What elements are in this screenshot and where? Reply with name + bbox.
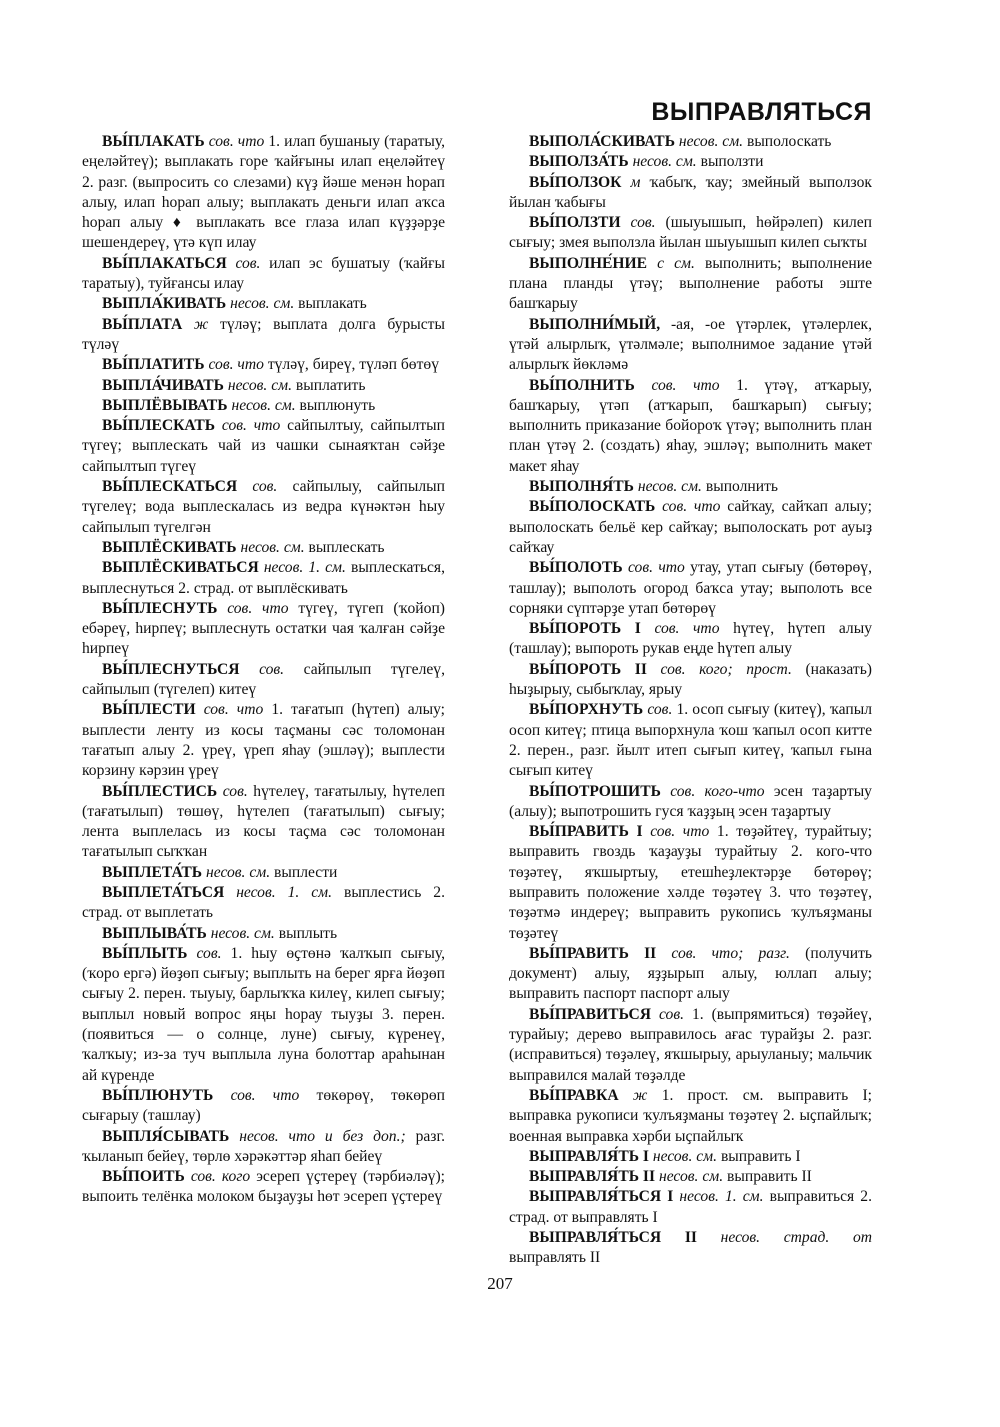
grammar-label: сов. что	[650, 823, 710, 841]
headword: ВЫПЛЫВА́ТЬ	[102, 924, 207, 942]
grammar-label: несов. см.	[632, 153, 697, 171]
grammar-label: сов. что	[628, 559, 685, 577]
headword: ВЫ́ПЛЕСНУТЬСЯ	[102, 660, 240, 678]
definition-text: выправить II	[727, 1168, 812, 1186]
dictionary-entry	[82, 477, 445, 538]
definition-text: 1. прост. см. выправить I; выправка рукописи ҡулъяҙманы төҙәтеү 2. ыҫпайлыҡ; военная выправка хәрби ыҫпайлыҡ	[509, 1086, 873, 1145]
headword: ВЫПРАВЛЯ́ТЬ I	[529, 1147, 649, 1165]
headword: ВЫПЛА́ЧИВАТЬ	[102, 376, 224, 394]
dictionary-entry	[82, 883, 445, 924]
definition-text: эсереп үҫтереү (тәрбиәләү); выпоить телёнка молоком быҙауҙы һөт эсереп үҫтереү	[82, 1168, 445, 1206]
grammar-label: сов.	[658, 1005, 684, 1023]
headword: ВЫ́ПЛЕСТИ	[102, 701, 196, 719]
definition-text: выплестись 2. страд. от выплетать	[82, 883, 445, 922]
grammar-label: несов. см.	[658, 1168, 724, 1186]
headword: ВЫ́ПОЛНИТЬ	[529, 376, 635, 394]
definition-text: выполнить	[705, 478, 779, 496]
dictionary-entry	[82, 416, 445, 477]
headword: ВЫ́ПОЛЗТИ	[529, 214, 621, 232]
definition-text: 1. илап бушаныу (таратыу, еңеләйтеү); выплакать горе ҡайғыны илап еңеләйтеү 2. разг. (выпросить со слезами) күҙ йәше менән һорап алыу, илап һорап алыу; выплакать деньги илап аҡса һорап алыу ♦ выплакать все глаза илап күҙҙәрҙе шешендереү, үтә күп илау	[82, 133, 445, 252]
dictionary-entry	[509, 619, 872, 660]
grammar-label: сов.	[630, 214, 656, 232]
dictionary-entry	[82, 700, 445, 781]
headword: ВЫПРАВЛЯ́ТЬСЯ II	[529, 1229, 697, 1247]
definition-text: (наказать) һыҙырыу, сыбыҡлау, ярыу	[509, 660, 873, 699]
dictionary-entry	[509, 1086, 872, 1147]
definition-text: 1. үтәү, атҡарыу, башҡарыу, үтәп (атҡарып, башҡарып) сығыу; выполнить приказание бойороҡ үтәү; выполнить план план үтәү 2. (создать) яһау, эшләү; выполнить макет макет яһау	[509, 376, 872, 475]
headword: ВЫ́ПЛАКАТЬ	[102, 133, 205, 150]
dictionary-entry	[509, 944, 872, 1005]
grammar-label: сов. что	[662, 498, 721, 516]
grammar-label: несов. см.	[210, 924, 275, 942]
dictionary-entry	[82, 315, 445, 356]
headword: ВЫ́ПЛЫТЬ	[102, 944, 188, 962]
definition-text: түләү; выплата долга бурысты түләү	[82, 315, 445, 353]
dictionary-entry	[509, 497, 872, 558]
dictionary-entry	[509, 477, 872, 497]
definition-text: -ая, -ое үтәрлек, үтәлерлек, үтәй алырлыҡ, үтәлмәле; выполнимое задание үтәй алырлыҡ йөкләмә	[509, 315, 872, 374]
definition-text: выползти	[700, 153, 764, 171]
headword: ВЫ́ПЛАКАТЬСЯ	[102, 254, 227, 272]
dictionary-entry	[509, 152, 872, 172]
headword: ВЫПОЛНЯ́ТЬ	[529, 478, 634, 496]
definition-text: выполнить; выполнение плана планды үтәү; выполнение работы эште башҡарыу	[509, 254, 873, 313]
dictionary-entry	[82, 558, 445, 599]
page-number: 207	[487, 1274, 513, 1293]
definition-text: һүтелеү, тағатылыу, һүтелеп (тағатылып) төшөү, һүтелеп (тағатылып) сығыу; лента выплелась из косы таҫма сәс толомонан тағатылып сыҡҡан	[82, 782, 445, 861]
dictionary-entry	[82, 782, 445, 863]
grammar-label: с см.	[657, 254, 695, 272]
dictionary-entry	[82, 355, 445, 375]
definition-text: выправить I	[720, 1147, 801, 1165]
dictionary-entry	[509, 132, 872, 152]
dictionary-entry	[509, 173, 872, 214]
grammar-label: несов. страд. от	[720, 1229, 872, 1247]
grammar-label: сов.	[235, 254, 261, 272]
grammar-label: несов. см.	[227, 376, 292, 394]
dictionary-entry	[82, 132, 445, 254]
definition-text: выправиться 2. страд. от выправлять I	[509, 1188, 873, 1226]
headword: ВЫПРАВЛЯ́ТЬСЯ I	[529, 1188, 674, 1206]
dictionary-entry	[509, 558, 872, 619]
dictionary-entry	[509, 254, 872, 315]
grammar-label: ж	[632, 1086, 648, 1104]
grammar-label: сов. что	[227, 599, 289, 617]
definition-text: 1. төҙәйтеү, турайтыу; выправить гвоздь ҡаҙауҙы турайтыу 2. кого-что төҙәтеү, яҡшыртыу, етешһеҙлектәрҙе бөтөрөү; выправить положение хәлде төҙәтеү 3. что төҙәтеү, төҙәтмә индереү; выправить рукопись ҡулъяҙманы төҙәтеү	[509, 823, 872, 942]
dictionary-entry	[82, 944, 445, 1086]
dictionary-entry	[82, 376, 445, 396]
definition-text: утау, утап сығыу (бөтөрөү, ташлау); выполоть огород баҡса утау; выполоть все сорняки сүптәрҙе утап бөтөрөү	[509, 559, 872, 617]
dictionary-entry	[509, 1005, 872, 1086]
definition-text: выплюнуть	[299, 396, 376, 414]
grammar-label: несов. 1. см.	[679, 1188, 764, 1206]
grammar-label: сов. что	[203, 701, 264, 719]
grammar-label: сов.	[252, 478, 278, 496]
headword: ВЫ́ПОЛЗОК	[529, 173, 622, 191]
headword: ВЫПЛА́КИВАТЬ	[102, 295, 227, 313]
dictionary-entry	[82, 294, 445, 314]
definition-text: һүтеү, һүтеп алыу (ташлау); выпороть рукав еңде һүтеп алыу	[509, 620, 872, 658]
definition-text: 1. (выпрямиться) төҙәйеү, турайыу; дерево выправилось ағас турайҙы 2. разг. (исправиться) төҙәлеү, яҡшырыу, арыуланыу; мальчик выправился малай төҙәлде	[509, 1005, 872, 1084]
headword: ВЫ́ПЛЮНУТЬ	[102, 1086, 214, 1104]
grammar-label: сов.	[222, 782, 248, 800]
grammar-label: несов. см.	[637, 478, 702, 496]
grammar-label: несов. см.	[652, 1147, 718, 1165]
dictionary-entry	[82, 538, 445, 558]
dictionary-entry	[509, 1147, 872, 1167]
definition-text: выплакать	[298, 295, 367, 313]
definition-text: выплескаться, выплеснуться 2. страд. от выплёскивать	[82, 559, 445, 597]
definition-text: түләү, биреү, түләп бөтөү	[267, 356, 440, 374]
grammar-label: сов. что	[208, 356, 264, 374]
headword: ВЫ́ПЛАТИТЬ	[102, 356, 205, 374]
grammar-label: несов. см.	[231, 396, 296, 414]
dictionary-entry	[509, 376, 872, 477]
headword: ВЫ́ПОТРОШИТЬ	[529, 782, 661, 800]
dictionary-entry	[509, 213, 872, 254]
headword: ВЫ́ПЛЕСНУТЬ	[102, 599, 218, 617]
headword: ВЫ́ПОИТЬ	[102, 1168, 185, 1186]
dictionary-entry	[82, 924, 445, 944]
grammar-label: несов. 1. см.	[263, 559, 346, 577]
definition-text: 1. осоп сығыу (китеү), ҡапыл осоп китеү; птица выпорхнула ҡош ҡапыл осоп китте 2. перен., разг. йылт итеп сығып китеү, ҡапыл ғына сығып китеү	[509, 701, 872, 780]
grammar-label: м	[630, 173, 641, 191]
definition-text: выплескать	[308, 538, 385, 556]
dictionary-entry	[82, 1127, 445, 1168]
grammar-label: сов. что	[654, 620, 720, 638]
definition-text: түгеү, түгеп (ҡойоп) ебәреү, һирпеү; выплеснуть остатки чая ҡалған сәйҙе һирпеү	[82, 599, 445, 658]
headword: ВЫ́ПОЛОСКАТЬ	[529, 498, 656, 516]
headword: ВЫПЛЁСКИВАТЬСЯ	[102, 559, 259, 577]
grammar-label: сов. что	[208, 133, 265, 150]
headword: ВЫ́ПОРОТЬ I	[529, 620, 641, 638]
definition-text: выплыть	[278, 924, 338, 942]
dictionary-entry	[82, 599, 445, 660]
headword: ВЫПЛЁВЫВАТЬ	[102, 396, 228, 414]
definition-text: выполоскать	[746, 133, 832, 150]
grammar-label: сов. кого-что	[670, 782, 765, 800]
headword: ВЫПРАВЛЯ́ТЬ II	[529, 1168, 656, 1186]
definition-text: сайпылып түгелеү, сайпылып (түгелеп) китеү	[82, 660, 446, 699]
headword: ВЫ́ПОРОТЬ II	[529, 660, 647, 678]
definition-text: выплести	[274, 863, 338, 881]
grammar-label: несов. что и без доп.;	[239, 1127, 406, 1145]
left-column	[82, 132, 445, 1208]
grammar-label: сов. что	[230, 1086, 300, 1104]
headword: ВЫПОЛНЕ́НИЕ	[529, 254, 648, 272]
definition-text: илап эс бушатыу (ҡайғы таратыу), туйғансы илау	[82, 254, 445, 293]
headword: ВЫПОЛА́СКИВАТЬ	[529, 133, 676, 150]
headword: ВЫПОЛЗА́ТЬ	[529, 153, 629, 171]
definition-text: выплатить	[295, 376, 366, 394]
grammar-label: несов. 1. см.	[236, 883, 332, 901]
dictionary-entry	[82, 396, 445, 416]
definition-text: 1. тағатып (һүтеп) алыу; выплести ленту из косы таҫманы сәс толомонан тағатып алыу 2. үреү, үреп яһау (эшләү); выплести корзину кәрзин үреү	[82, 701, 445, 780]
dictionary-entry	[82, 1167, 445, 1208]
definition-text: (получить документ) алыу, яҙҙырып алыу, юллап алыу; выправить паспорт паспорт алыу	[509, 944, 872, 1003]
definition-text: 1. һыу өҫтөнә ҡалҡып сығыу, (ҡоро ергә) йөҙөп сығыу; выплыть на берег ярға йөҙөп сығыу 2. перен. тыуыу, барлыҡҡа килеү, килеп сығыу; выплыл новый вопрос яңы һорау тыуҙы 3. перен. (появиться — о солнце, луне) сығыу, күренеү, ҡалҡыу; из-за туч выплыла луна болоттар араһынан ай күренде	[82, 944, 445, 1084]
dictionary-entry	[82, 660, 445, 701]
headword: ВЫ́ПРАВКА	[529, 1086, 619, 1104]
headword: ВЫ́ПЛАТА	[102, 315, 183, 333]
dictionary-entry	[82, 254, 445, 295]
definition-text: выправлять II	[509, 1249, 601, 1267]
grammar-label: несов. см.	[230, 295, 295, 313]
headword: ВЫПЛЯ́СЫВАТЬ	[102, 1127, 230, 1145]
grammar-label: несов. см.	[206, 863, 271, 881]
definition-text: сайпылтыу, сайпылтып түгеү; выплескать чай из чашки сынаяҡтан сәйҙе сайпылтып түгеү	[82, 417, 445, 475]
dictionary-entry	[82, 863, 445, 883]
headword: ВЫ́ПЛЕСКАТЬ	[102, 417, 216, 435]
dictionary-entry	[509, 315, 872, 376]
dictionary-entry	[509, 660, 872, 701]
dictionary-entry	[509, 1167, 872, 1187]
dictionary-entry	[509, 1187, 872, 1228]
grammar-label: сов.	[647, 701, 673, 719]
headword: ВЫ́ПРАВИТЬСЯ	[529, 1005, 652, 1023]
headword: ВЫПЛЕТА́ТЬ	[102, 863, 203, 881]
running-head: ВЫПРАВЛЯТЬСЯ	[651, 98, 872, 126]
definition-text: сайпылыу, сайпылып түгелеү; вода выплескалась из ведра күнәктән һыу сайпылып түгелгән	[82, 478, 445, 536]
dictionary-entry	[509, 1228, 872, 1269]
definition-text: сайҡау, сайҡап алыу; выполоскать бельё кер сайҡау; выполоскать рот ауыҙ сайҡау	[509, 498, 872, 556]
grammar-label: несов. см.	[240, 538, 305, 556]
dictionary-entry	[509, 700, 872, 781]
definition-text: разг. ҡыланып бейеү, төрлө хәрәкәттәр яһап бейеү	[82, 1127, 445, 1165]
headword: ВЫ́ПЛЕСТИСЬ	[102, 782, 218, 800]
headword: ВЫ́ПОЛОТЬ	[529, 559, 623, 577]
definition-text: ҡабыҡ, ҡау; змейный выползок йылан ҡабығы	[509, 173, 872, 211]
dictionary-entry	[509, 782, 872, 823]
grammar-label: сов. что; разг.	[671, 944, 790, 962]
definition-text: (шыуышып, һөйрәлеп) килеп сығыу; змея выползла йылан шыуышып килеп сыҡты	[509, 214, 872, 252]
headword: ВЫ́ПРАВИТЬ II	[529, 944, 657, 962]
grammar-label: сов. кого	[190, 1168, 251, 1186]
definition-text: төкөрөү, төкөрөп сығарыу (ташлау)	[82, 1086, 445, 1125]
grammar-label: сов. что	[651, 376, 720, 394]
headword: ВЫ́ПРАВИТЬ I	[529, 823, 643, 841]
dictionary-entry	[509, 822, 872, 944]
grammar-label: сов.	[196, 944, 222, 962]
grammar-label: сов. что	[221, 417, 281, 435]
grammar-label: сов.	[259, 660, 285, 678]
grammar-label: сов. кого; прост.	[660, 660, 792, 678]
headword: ВЫ́ПЛЕСКАТЬСЯ	[102, 478, 238, 496]
definition-text: эсен таҙартыу (алыу); выпотрошить гуся ҡаҙҙың эсен таҙартыу	[509, 782, 872, 820]
grammar-label: ж	[193, 315, 209, 333]
grammar-label: несов. см.	[678, 133, 744, 150]
right-column	[509, 132, 872, 1269]
headword: ВЫПЛЕТА́ТЬСЯ	[102, 883, 225, 901]
headword: ВЫ́ПОРХНУТЬ	[529, 701, 644, 719]
dictionary-entry	[82, 1086, 445, 1127]
headword: ВЫПЛЁСКИВАТЬ	[102, 538, 237, 556]
headword: ВЫПОЛНИ́МЫЙ,	[529, 315, 661, 333]
